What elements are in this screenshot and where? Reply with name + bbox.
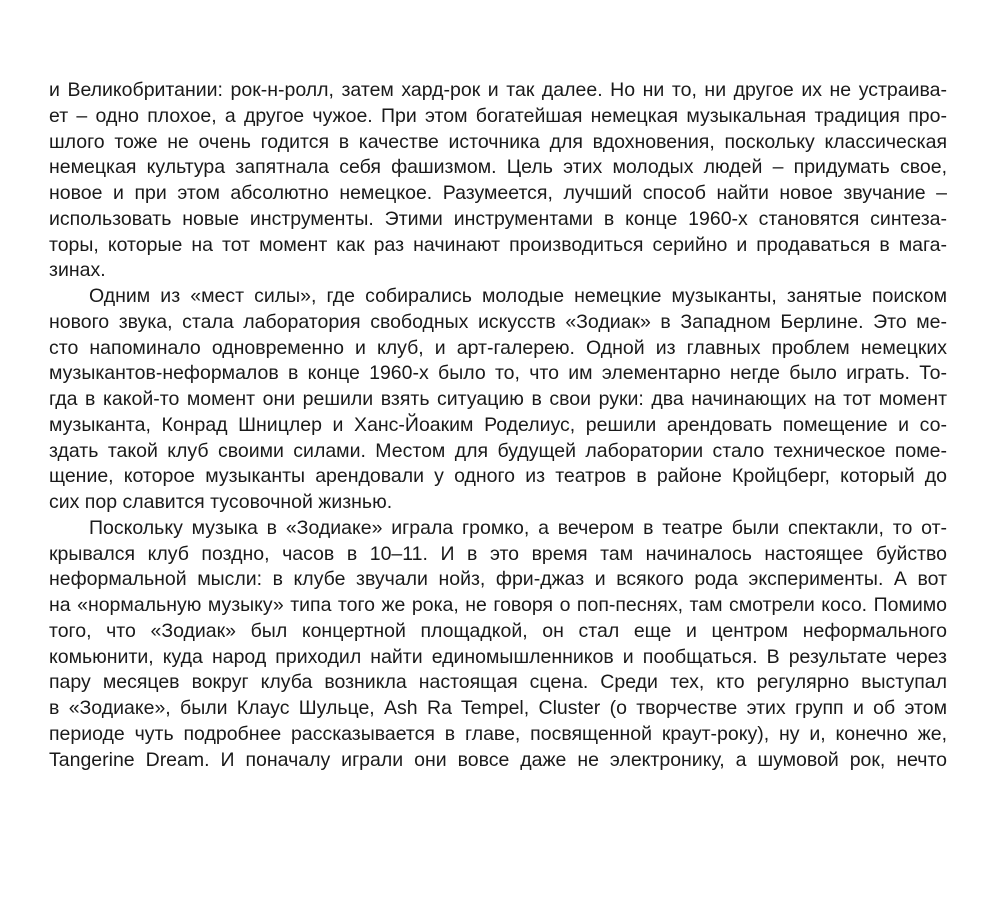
text-line: Поскольку музыка в «Зодиаке» играла громко, а вечером в театре были спектакли, то от-	[89, 516, 947, 539]
paragraph	[49, 78, 947, 284]
text-line: неформальной мысли: в клубе звучали нойз, фри-джаз и всякого рода эксперименты. А вот	[49, 568, 947, 591]
text-line: пару месяцев вокруг клуба возникла настоящая сцена. Среди тех, кто регулярно выступал	[49, 671, 947, 694]
document-body	[49, 78, 947, 773]
text-line: гда в какой-то момент они решили взять ситуацию в свои руки: два начинающих на тот момент	[49, 388, 947, 410]
paragraph	[49, 516, 947, 774]
text-line: сто напоминало одновременно и клуб, и арт-галерею. Одной из главных проблем немецких	[49, 336, 947, 359]
text-line: музыканта, Конрад Шницлер и Ханс-Йоаким Роделиус, решили арендовать помещение и со-	[49, 413, 947, 436]
text-line: в «Зодиаке», были Клаус Шульце, Ash Ra Tempel, Cluster (о творчестве этих групп и об этом	[49, 697, 947, 719]
text-line: Одним из «мест силы», где собирались молодые немецкие музыканты, занятые поиском	[89, 285, 947, 307]
text-line: и Великобритании: рок-н-ролл, затем хард-рок и так далее. Но ни то, ни другое их не устраива-	[49, 79, 947, 101]
text-line: Tangerine Dream. И поначалу играли они вовсе даже не электронику, а шумовой рок, нечто	[49, 748, 947, 771]
text-line: щение, которое музыканты арендовали у одного из театров в районе Кройцберг, который до	[49, 465, 947, 488]
text-line: периоде чуть подробнее рассказывается в главе, посвященной краут-року), ну и, конечно же,	[49, 722, 947, 745]
text-line: использовать новые инструменты. Этими инструментами в конце 1960-х становятся синтеза-	[49, 207, 947, 230]
text-line: на «нормальную музыку» типа того же рока, не говоря о поп-песнях, там смотрели косо. Помимо	[49, 594, 947, 616]
paragraph	[49, 284, 947, 516]
text-line: зинах.	[49, 259, 106, 282]
text-line: музыкантов-неформалов в конце 1960-х было то, что им элементарно негде было играть. То-	[49, 362, 947, 385]
text-line: немецкая культура запятнала себя фашизмом. Цель этих молодых людей – придумать свое,	[49, 156, 947, 179]
text-line: крывался клуб поздно, часов в 10–11. И в это время там начиналось настоящее буйство	[49, 542, 947, 565]
text-line: нового звука, стала лаборатория свободных искусств «Зодиак» в Западном Берлине. Это ме-	[49, 310, 947, 333]
text-line: торы, которые на тот момент как раз начинают производиться серийно и продаваться в мага-	[49, 233, 947, 256]
text-line: шлого тоже не очень годится в качестве источника для вдохновения, поскольку классическая	[49, 130, 947, 153]
text-line: здать такой клуб своими силами. Местом для будущей лаборатории стало техническое поме-	[49, 439, 947, 462]
text-line: того, что «Зодиак» был концертной площадкой, он стал еще и центром неформального	[49, 619, 947, 642]
text-line: комьюнити, куда народ приходил найти единомышленников и пообщаться. В результате через	[49, 645, 947, 668]
text-line: сих пор славится тусовочной жизнью.	[49, 491, 393, 513]
text-line: новое и при этом абсолютно немецкое. Разумеется, лучший способ найти новое звучание –	[49, 182, 947, 204]
text-line: ет – одно плохое, а другое чужое. При этом богатейшая немецкая музыкальная традиция про-	[49, 104, 947, 127]
